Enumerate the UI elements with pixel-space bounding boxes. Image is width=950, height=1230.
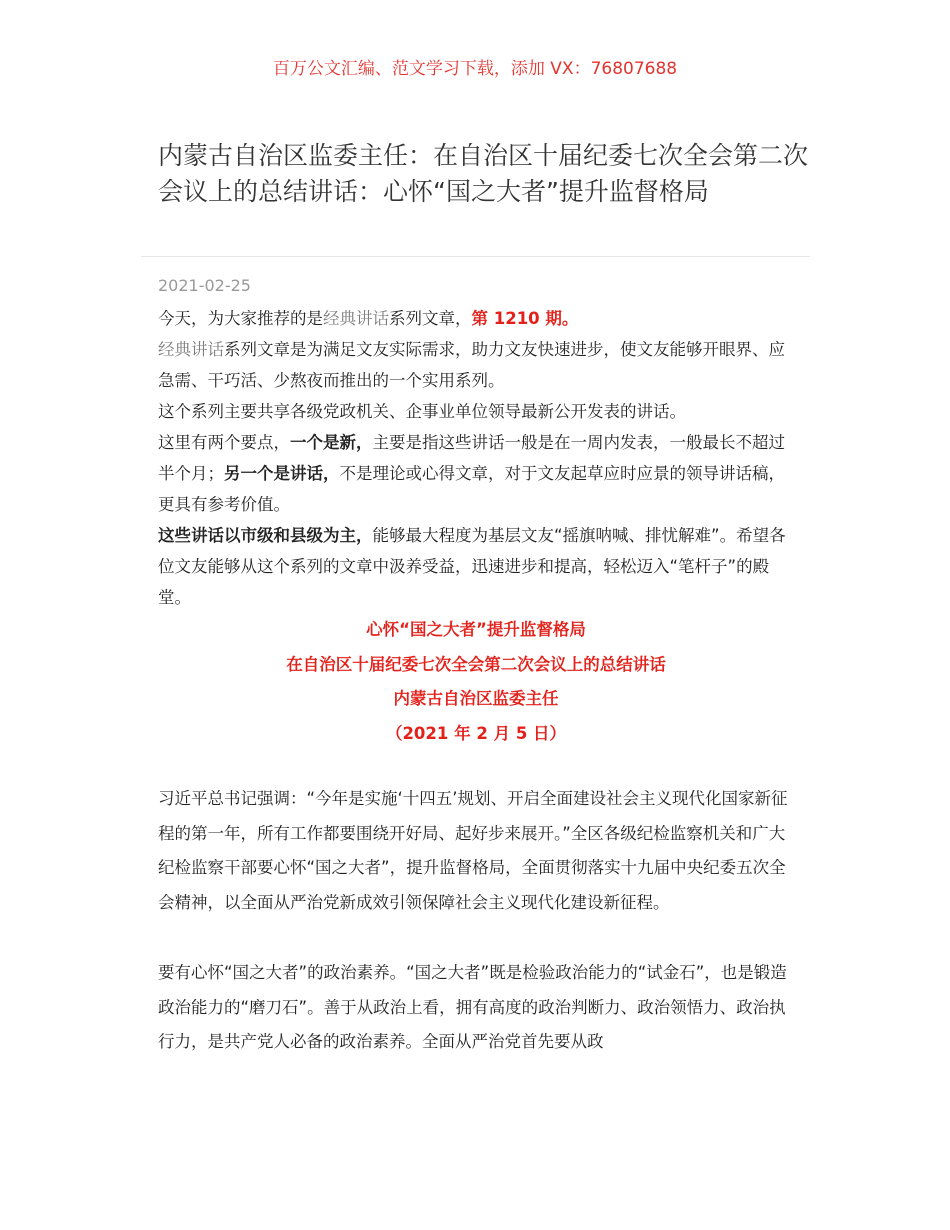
promo-banner: 百万公文汇编、范文学习下载，添加 VX：76807688 <box>272 59 678 79</box>
intro-text: 系列文章， <box>389 309 472 328</box>
series-name: 经典讲话 <box>323 309 389 328</box>
intro-text: 系列文章是为满足文友实际需求，助力文友快速进步，使文友能够开眼界、应急需、干巧活、少熬夜而推出的一个实用系列。 <box>158 340 785 390</box>
spacer <box>158 751 794 782</box>
body-paragraph-1: 习近平总书记强调：“今年是实施‘十四五’规划、开启全面建设社会主义现代化国家新征程的第一年，所有工作都要围绕开好局、起好步来展开。”全区各级纪检监察机关和广大纪检监察干部要心怀“国之大者”，提升监督格局，全面贯彻落实十九届中央纪委五次全会精神，以全面从严治党新成效引领保障社会主义现代化建设新征程。 <box>158 789 788 912</box>
intro-text: 主要是指这些讲话一般是在一周内发表，一般最长不超过半个月； <box>158 433 785 483</box>
speech-occasion: 在自治区十届纪委七次全会第二次会议上的总结讲话 <box>286 654 666 674</box>
intro-text: 能够最大程度为基层文友“摇旗呐喊、排忧解难”。希望各位文友能够从这个系列的文章中汲养受益，迅速进步和提高，轻松迈入“笔杆子”的殿堂。 <box>158 526 786 607</box>
intro-paragraph-5 <box>158 520 794 613</box>
intro-paragraph-1 <box>158 303 794 334</box>
intro-paragraph-3: 这个系列主要共享各级党政机关、企事业单位领导最新公开发表的讲话。 <box>158 402 686 421</box>
article-content <box>158 303 794 1060</box>
intro-paragraph-2 <box>158 334 794 396</box>
spacer <box>158 920 794 956</box>
issue-number: 第 1210 期。 <box>471 309 579 328</box>
intro-text: 今天，为大家推荐的是 <box>158 309 323 328</box>
intro-text: 不是理论或心得文章，对于文友起草应时应景的领导讲话稿，更具有参考价值。 <box>158 464 785 514</box>
body-paragraph-2: 要有心怀“国之大者”的政治素养。“国之大者”既是检验政治能力的“试金石”，也是锻造政治能力的“磨刀石”。善于从政治上看，拥有高度的政治判断力、政治领悟力、政治执行力，是共产党人必备的政治素养。全面从严治党首先要从政 <box>158 963 787 1051</box>
publish-date: 2021-02-25 <box>158 276 251 295</box>
article-title: 内蒙古自治区监委主任：在自治区十届纪委七次全会第二次会议上的总结讲话：心怀“国之大者”提升监督格局 <box>158 141 809 206</box>
intro-text: 这里有两个要点， <box>158 433 290 452</box>
emphasis-text: 一个是新， <box>290 433 373 452</box>
speech-date: （2021 年 2 月 5 日） <box>385 723 567 743</box>
intro-paragraph-4 <box>158 427 794 520</box>
speech-title: 心怀“国之大者”提升监督格局 <box>366 620 586 639</box>
title-divider <box>141 256 810 257</box>
series-name: 经典讲话 <box>158 340 224 359</box>
speech-speaker: 内蒙古自治区监委主任 <box>393 689 559 708</box>
emphasis-text: 另一个是讲话， <box>224 464 340 483</box>
emphasis-text: 这些讲话以市级和县级为主， <box>158 526 373 545</box>
